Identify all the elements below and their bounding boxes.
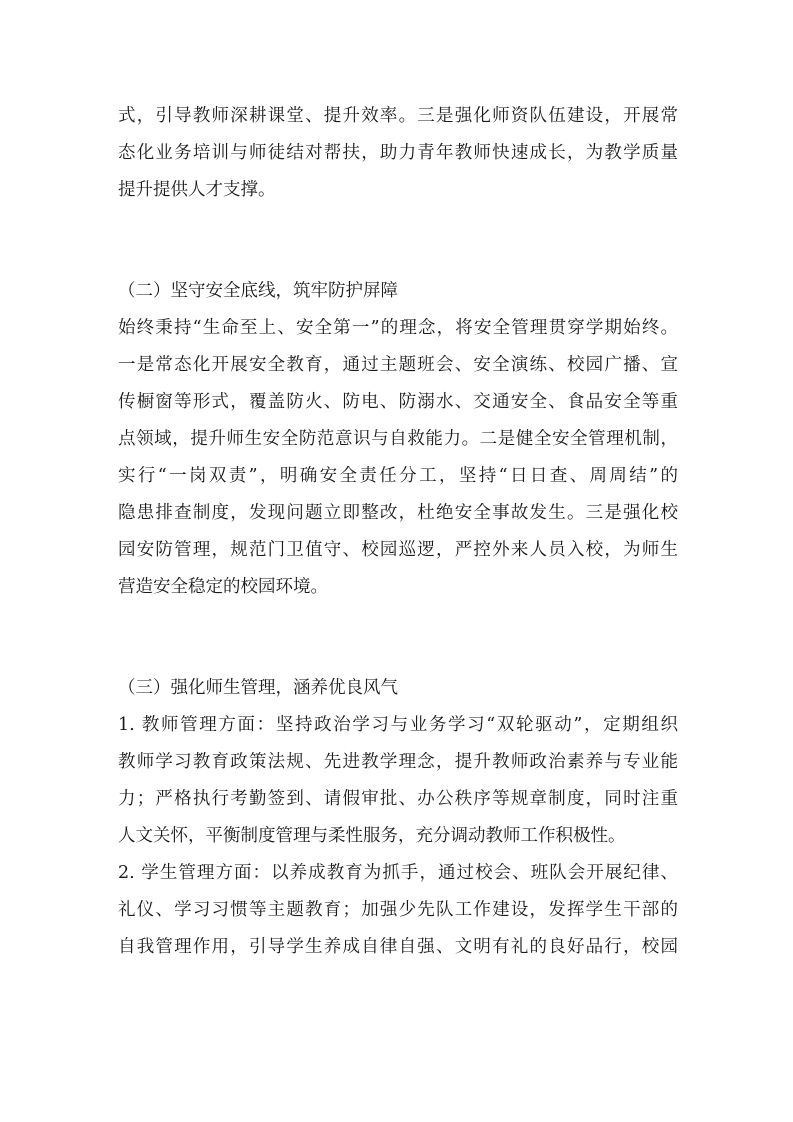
document-body — [118, 98, 678, 966]
text-line: 礼仪、学习习惯等主题教育；加强少先队工作建设，发挥学生干部的 — [118, 900, 678, 920]
text-line: 提升提供人才支撑。 — [118, 180, 276, 200]
text-line: 自我管理作用，引导学生养成自律自强、文明有礼的良好品行，校园 — [118, 937, 678, 957]
text-line: 园安防管理，规范门卫值守、校园巡逻，严控外来人员入校，为师生 — [118, 540, 678, 560]
paragraph-gap — [118, 209, 678, 273]
text-line: 实行“一岗双责”，明确安全责任分工，坚持“日日查、周周结”的 — [118, 466, 678, 486]
text-line: 营造安全稳定的校园环境。 — [118, 577, 328, 597]
text-line: 始终秉持“生命至上、安全第一”的理念，将安全管理贯穿学期始终。 — [118, 318, 678, 338]
text-line: 1. 教师管理方面：坚持政治学习与业务学习“双轮驱动”，定期组织 — [118, 715, 678, 735]
paragraph-prev — [118, 98, 678, 209]
text-line: 一是常态化开展安全教育，通过主题班会、安全演练、校园广播、宣 — [118, 355, 678, 375]
text-line: 式，引导教师深耕课堂、提升效率。三是强化师资队伍建设，开展常 — [118, 106, 678, 126]
paragraph-management — [118, 707, 678, 966]
paragraph-gap — [118, 606, 678, 670]
text-line: 教师学习教育政策法规、先进教学理念，提升教师政治素养与专业能 — [118, 752, 678, 772]
text-line: 点领域，提升师生安全防范意识与自救能力。二是健全安全管理机制， — [118, 429, 678, 449]
text-line: 2. 学生管理方面：以养成教育为抓手，通过校会、班队会开展纪律、 — [118, 863, 678, 883]
text-line: 态化业务培训与师徒结对帮扶，助力青年教师快速成长，为教学质量 — [118, 143, 678, 163]
text-line: 传橱窗等形式，覆盖防火、防电、防溺水、交通安全、食品安全等重 — [118, 392, 678, 412]
section-heading-3: （三）强化师生管理，涵养优良风气 — [118, 678, 398, 698]
text-line: 人文关怀，平衡制度管理与柔性服务，充分调动教师工作积极性。 — [118, 826, 626, 846]
paragraph-safety — [118, 310, 678, 606]
section-heading-2: （二）坚守安全底线，筑牢防护屏障 — [118, 281, 398, 301]
text-line: 力；严格执行考勤签到、请假审批、办公秩序等规章制度，同时注重 — [118, 789, 678, 809]
text-line: 隐患排查制度，发现问题立即整改，杜绝安全事故发生。三是强化校 — [118, 503, 678, 523]
